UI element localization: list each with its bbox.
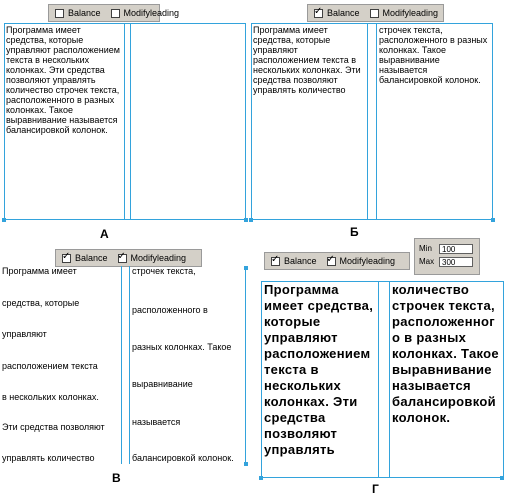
panel-c-text-frame[interactable] [2, 266, 246, 464]
column-gutter-right [389, 282, 390, 477]
column-gutter-right [129, 266, 130, 464]
min-label: Min [419, 244, 432, 253]
column-gutter-right [130, 24, 131, 219]
balance-label: Balance [68, 8, 101, 18]
modify-leading-checkbox[interactable] [327, 256, 396, 266]
panel-c-toolbar [55, 249, 202, 267]
panel-c-col1-line: средства, которые [2, 298, 80, 308]
panel-b-toolbar [307, 4, 444, 22]
frame-handle[interactable] [244, 266, 248, 270]
balance-label: Balance [75, 253, 108, 263]
panel-c-col2-line: выравнивание [132, 379, 193, 389]
balance-checkbox[interactable] [55, 8, 101, 18]
max-label: Max [419, 257, 435, 266]
panel-a-caption: А [100, 227, 109, 241]
panel-c-column-2 [132, 266, 246, 464]
panel-c-col2-line: расположенного в [132, 305, 208, 315]
panel-c-col1-line: расположением текста [2, 361, 98, 371]
min-input[interactable]: 100 [439, 244, 473, 254]
balance-checkbox-box[interactable] [55, 9, 64, 18]
modify-leading-label: Modifyleading [339, 256, 396, 266]
panel-b-column-2: строчек текста, расположенного в разных колонках. Такое выравнивание называется балансировкой колонок. [379, 25, 488, 85]
panel-c-column-1 [2, 266, 120, 464]
panel-c-col2-line: балансировкой колонок. [132, 453, 234, 463]
modify-leading-checkbox[interactable] [111, 8, 180, 18]
panel-c-col1-line: управлять количество [2, 453, 95, 463]
balance-checkbox[interactable] [314, 8, 360, 18]
modify-leading-label: Modifyleading [123, 8, 180, 18]
panel-c-col2-line: называется [132, 417, 181, 427]
panel-c-col1-line: управляют [2, 329, 47, 339]
panel-c-col1-line: в нескольких колонках. [2, 392, 99, 402]
max-input[interactable]: 300 [439, 257, 473, 267]
panel-c-caption: В [112, 471, 121, 485]
balance-checkbox[interactable] [62, 253, 108, 263]
panel-c-col2-line: строчек текста, [132, 266, 196, 276]
balance-checkbox-box[interactable] [271, 257, 280, 266]
modify-leading-label: Modifyleading [130, 253, 187, 263]
panel-a-text-frame[interactable] [4, 23, 246, 220]
panel-c-col1-line: Эти средства позволяют [2, 422, 105, 432]
modify-leading-checkbox-box[interactable] [111, 9, 120, 18]
column-gutter-left [378, 282, 379, 477]
modify-leading-checkbox-box[interactable] [118, 254, 127, 263]
panel-c-col2-line: разных колонках. Такое [132, 342, 232, 352]
column-gutter-left [124, 24, 125, 219]
modify-leading-checkbox[interactable] [118, 253, 187, 263]
balance-checkbox-box[interactable] [314, 9, 323, 18]
min-row [419, 242, 475, 255]
column-gutter-left [121, 266, 122, 464]
frame-handle[interactable] [244, 462, 248, 466]
modify-leading-checkbox-box[interactable] [370, 9, 379, 18]
frame-handle[interactable] [2, 218, 6, 222]
balance-label: Balance [327, 8, 360, 18]
modify-leading-checkbox[interactable] [370, 8, 439, 18]
frame-handle[interactable] [500, 476, 504, 480]
column-gutter-left [367, 24, 368, 219]
panel-d-text-frame[interactable] [261, 281, 504, 478]
frame-handle[interactable] [249, 218, 253, 222]
panel-d-caption: Г [372, 482, 379, 496]
balance-checkbox[interactable] [271, 256, 317, 266]
panel-c-col1-line: Программа имеет [2, 266, 77, 276]
panel-b-caption: Б [350, 225, 359, 239]
modify-leading-checkbox-box[interactable] [327, 257, 336, 266]
leading-min-max-panel [414, 238, 480, 275]
panel-b-column-1: Программа имеет средства, которые управляют расположением текста в нескольких колонках. Эти средства позволяют управлять количество [253, 25, 361, 95]
column-gutter-right [376, 24, 377, 219]
panel-d-column-1: Программа имеет средства, которые управляют расположением текста в нескольких колонках. Эти средства позволяют управлять [264, 282, 374, 457]
panel-d-toolbar [264, 252, 410, 270]
balance-label: Balance [284, 256, 317, 266]
frame-handle[interactable] [491, 218, 495, 222]
frame-handle[interactable] [259, 476, 263, 480]
panel-a-toolbar [48, 4, 180, 22]
frame-handle[interactable] [244, 218, 248, 222]
balance-checkbox-box[interactable] [62, 254, 71, 263]
modify-leading-label: Modifyleading [382, 8, 439, 18]
panel-a-column-1: Программа имеет средства, которые управляют расположением текста в нескольких колонках. Эти средства позволяют управлять количество строчек текста, расположенного в разных колонках. Такое выравнивание называется балансировкой колонок. [6, 25, 120, 135]
panel-b-text-frame[interactable] [251, 23, 493, 220]
panel-d-column-2: количество строчек текста, расположенного в разных колонках. Такое выравнивание называется балансировкой колонок. [392, 282, 499, 425]
max-row [419, 255, 475, 268]
